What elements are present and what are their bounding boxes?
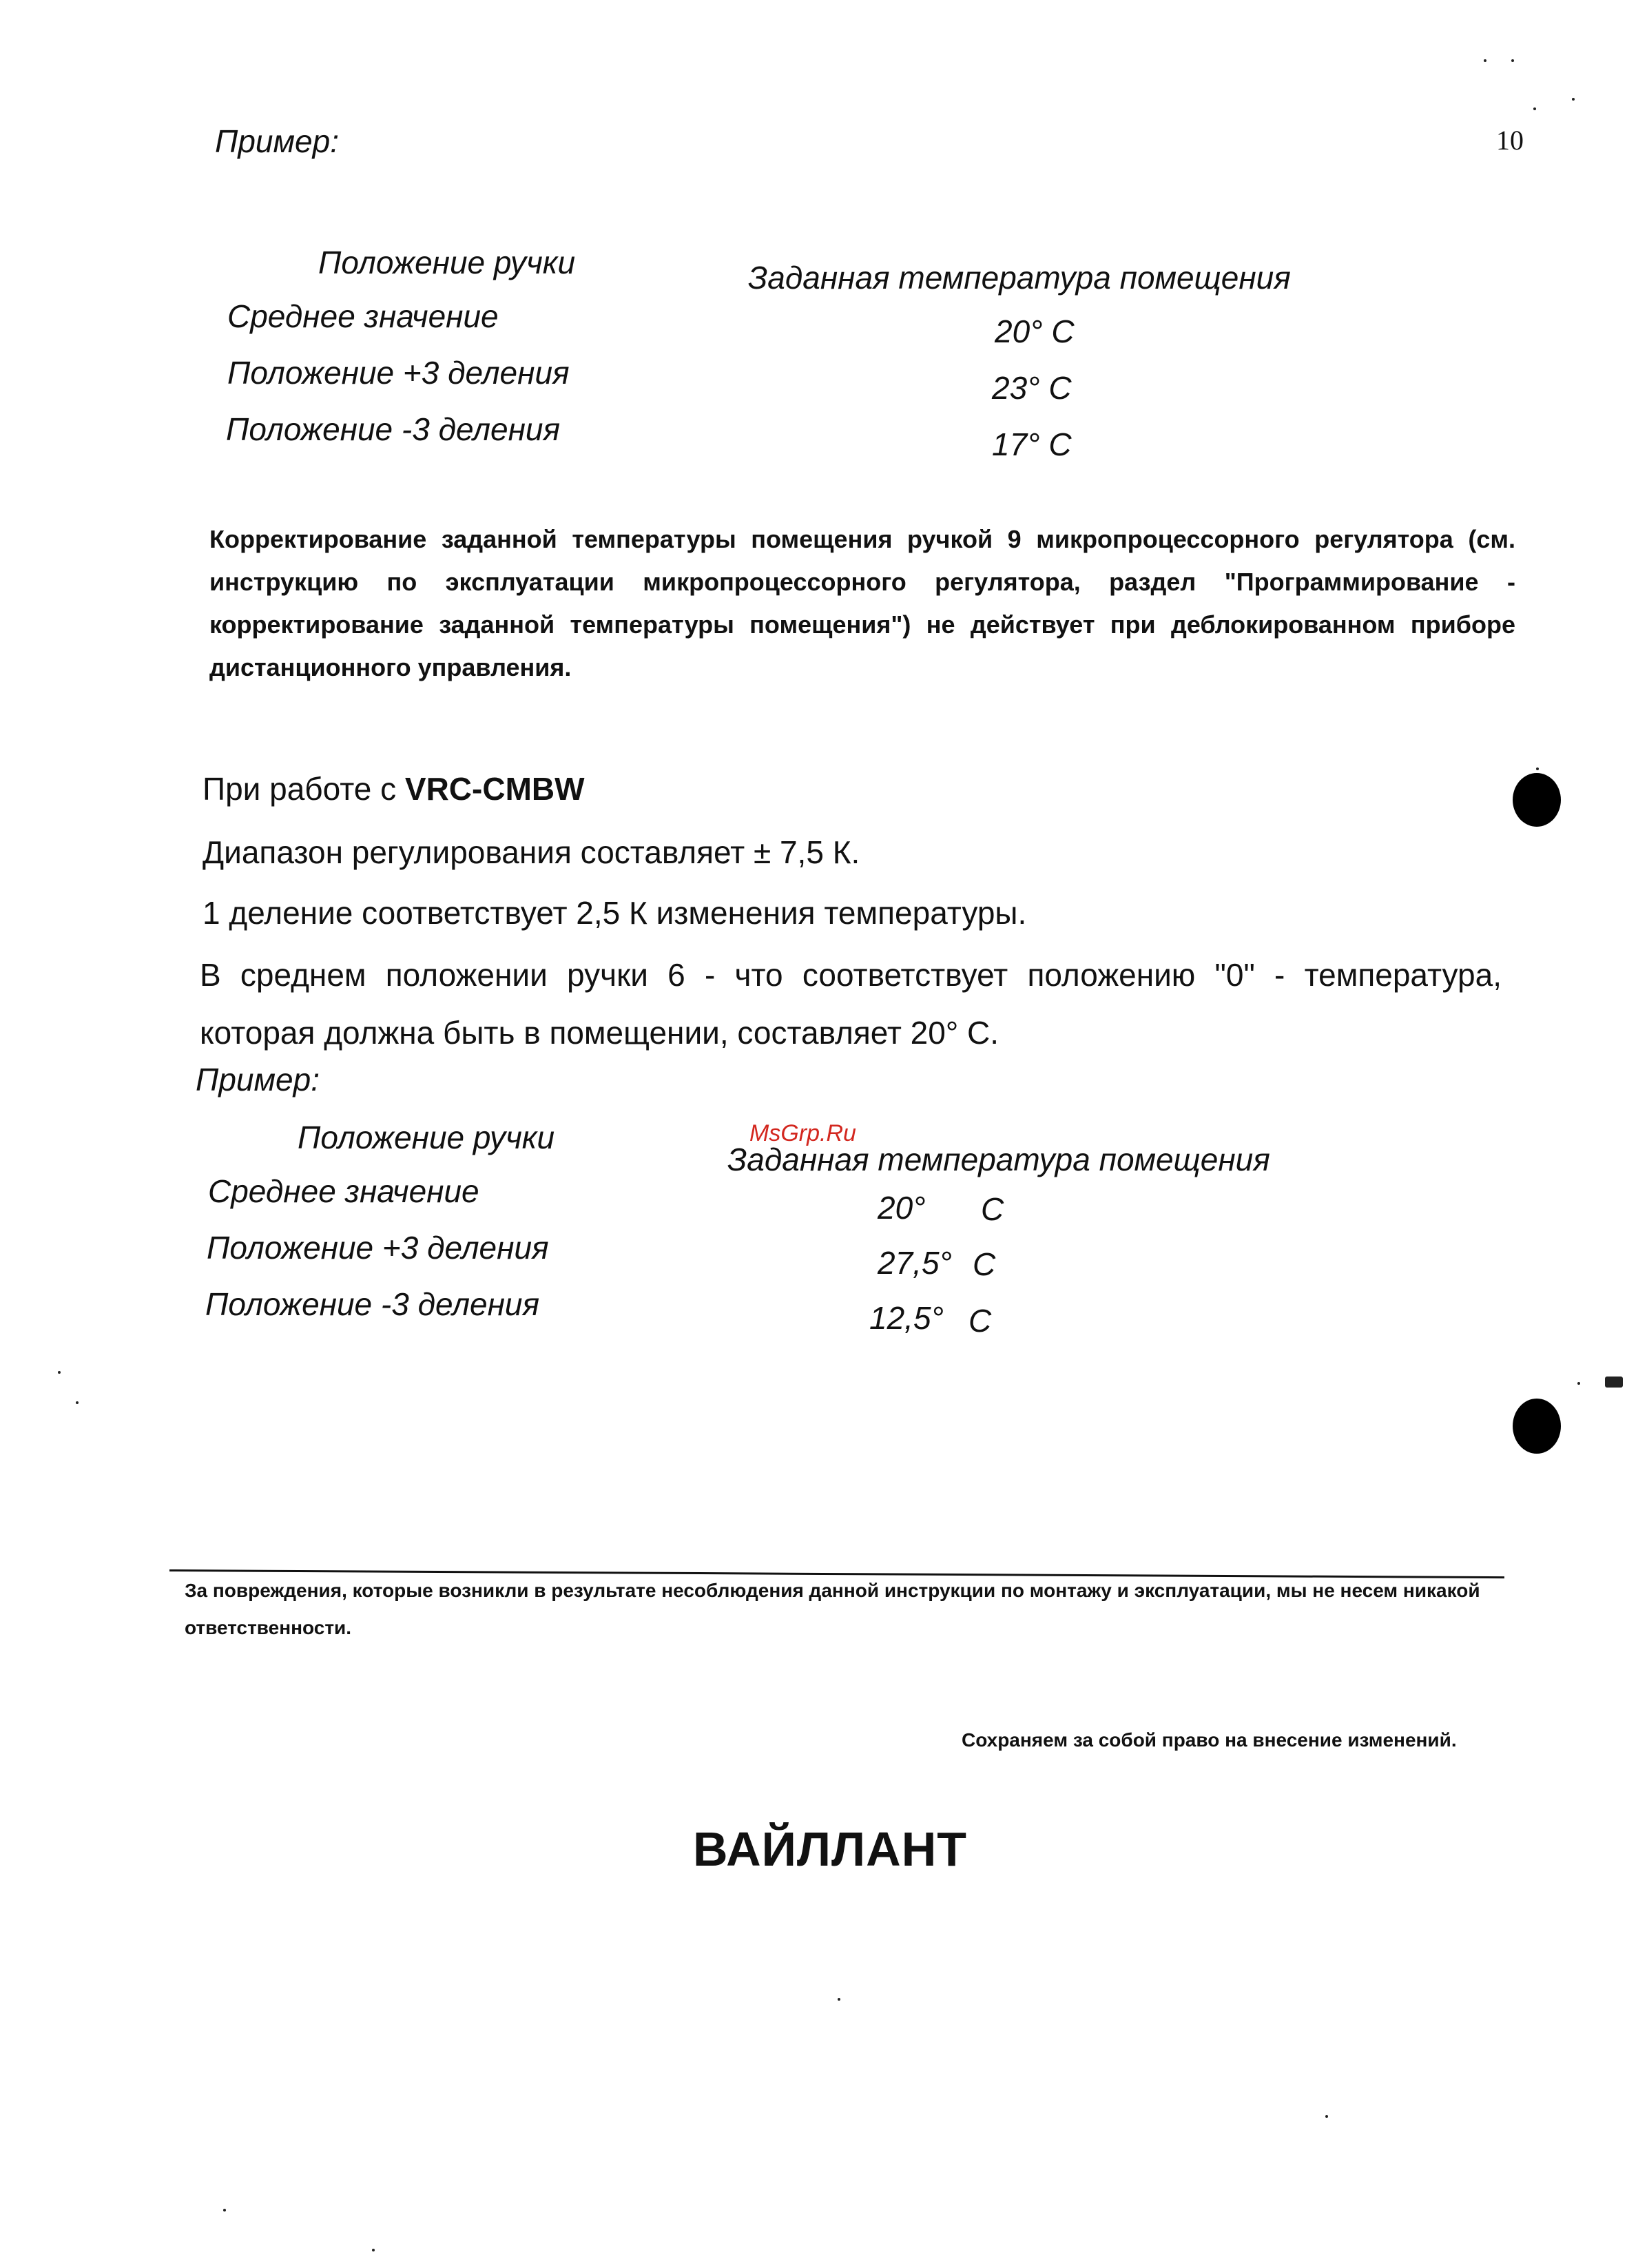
scan-speck — [76, 1401, 79, 1404]
row-position: Среднее значение — [208, 1173, 479, 1209]
page-number: 10 — [1496, 125, 1524, 156]
range-text: Диапазон регулирования составляет ± 7,5 К. — [203, 834, 860, 870]
section-intro — [203, 770, 585, 807]
scan-speck — [838, 1998, 840, 2001]
device-name: VRC-CMBW — [404, 771, 585, 807]
row-temperature: 20° С — [995, 313, 1075, 349]
column-header-position: Положение ручки — [318, 245, 576, 280]
middle-position-text: В среднем положении ручки 6 - что соответствует положению "0" - температура, — [200, 957, 1502, 993]
example-label: Пример: — [215, 123, 339, 159]
scan-speck — [372, 2249, 375, 2251]
row-temperature: 23° С — [992, 370, 1072, 406]
row-unit: С — [973, 1246, 996, 1282]
row-position: Среднее значение — [227, 298, 499, 334]
division-text: 1 деление соответствует 2,5 К изменения температуры. — [203, 895, 1027, 931]
scan-speck — [1605, 1377, 1623, 1388]
scan-speck — [1325, 2115, 1328, 2118]
scan-speck — [58, 1371, 61, 1374]
row-temperature: 17° С — [992, 426, 1072, 462]
brand-name: ВАЙЛЛАНТ — [693, 1822, 968, 1876]
row-position: Положение +3 деления — [207, 1230, 549, 1266]
row-position: Положение -3 деления — [205, 1286, 540, 1322]
row-unit: С — [981, 1191, 1004, 1227]
scan-speck — [1572, 98, 1575, 101]
example-label: Пример: — [196, 1062, 320, 1097]
scan-speck — [1533, 107, 1536, 110]
punch-hole — [1513, 1399, 1561, 1454]
row-position: Положение +3 деления — [227, 355, 570, 391]
scan-speck — [1511, 59, 1514, 62]
column-header-position: Положение ручки — [298, 1120, 555, 1155]
column-header-temperature: Заданная температура помещения — [748, 260, 1291, 296]
row-temperature: 27,5° — [878, 1245, 952, 1281]
correction-note: Корректирование заданной температуры помещения ручкой 9 микропроцессорного регулятора (см. инструкцию по эксплуатации микропроцессорного регулятора, раздел "Программирование - корректирование заданной температуры помещения") не действует при деблокированном приборе дистанционного управления. — [209, 525, 1515, 681]
disclaimer: За повреждения, которые возникли в результате несоблюдения данной инструкции по монтажу и эксплуатации, мы не несем никакой ответственности. — [185, 1580, 1480, 1638]
row-position: Положение -3 деления — [226, 411, 561, 447]
scan-speck — [1536, 767, 1539, 770]
scan-speck — [1577, 1382, 1580, 1385]
watermark: MsGrp.Ru — [749, 1120, 856, 1146]
column-header-temperature: Заданная температура помещения — [727, 1142, 1270, 1177]
scan-speck — [223, 2209, 226, 2212]
section-intro-prefix: При работе с — [203, 771, 405, 807]
scan-speck — [1484, 59, 1486, 62]
reserve-rights-note: Сохраняем за собой право на внесение изменений. — [962, 1729, 1457, 1751]
middle-position-text-cont: которая должна быть в помещении, составляет 20° С. — [200, 1015, 999, 1051]
row-unit: С — [968, 1303, 992, 1339]
punch-hole — [1513, 773, 1561, 827]
row-temperature: 12,5° — [869, 1300, 944, 1336]
row-temperature: 20° — [878, 1190, 926, 1226]
